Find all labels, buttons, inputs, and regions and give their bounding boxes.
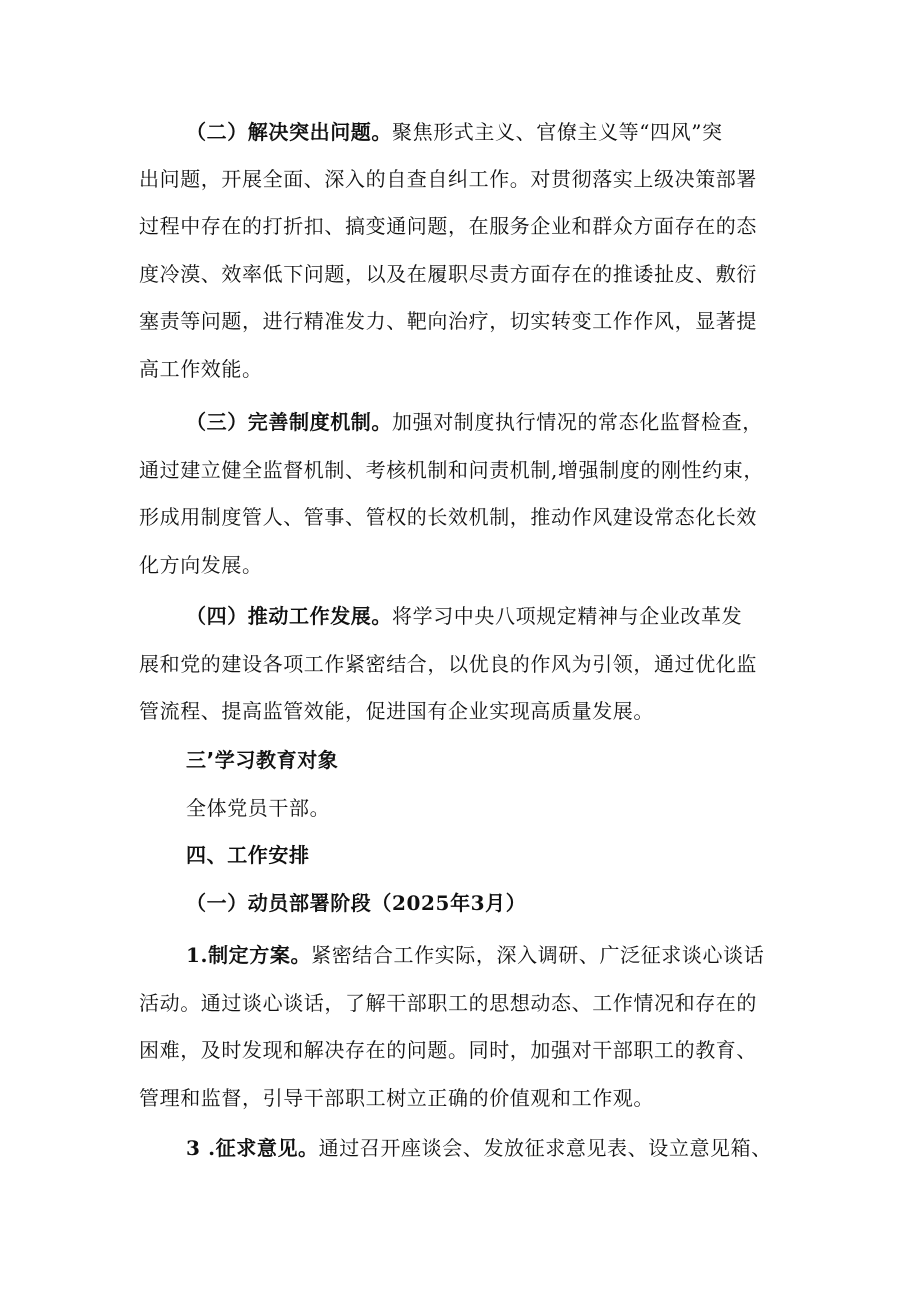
paragraph-three-line-4: 化方向发展。	[139, 553, 263, 577]
section-four-title: 四、工作安排	[186, 843, 310, 867]
item-three-line-1	[186, 1133, 772, 1163]
paragraph-three-line-2: 通过建立健全监督机制、考核机制和问责机制,增强制度的刚性约束，	[139, 458, 764, 482]
paragraph-three-line-3: 形成用制度管人、管事、管权的长效机制，推动作风建设常态化长效	[139, 505, 757, 529]
paragraph-two-line-6: 高工作效能。	[139, 357, 263, 381]
paragraph-four-text: 将学习中央八项规定精神与企业改革发	[392, 604, 743, 628]
paragraph-two-line-3: 过程中存在的打折扣、搞变通问题，在服务企业和群众方面存在的态	[139, 214, 757, 238]
item-one-line-4: 管理和监督，引导干部职工树立正确的价值观和工作观。	[139, 1086, 654, 1110]
paragraph-two-text: 聚焦形式主义、官僚主义等“四风”突	[392, 120, 723, 144]
paragraph-three-text: 加强对制度执行情况的常态化监督检查，	[392, 410, 763, 434]
paragraph-two-line-4: 度冷漠、效率低下问题，以及在履职尽责方面存在的推诿扯皮、敷衍	[139, 262, 757, 286]
section-three-body: 全体党员干部。	[186, 796, 331, 820]
item-one-text: 紧密结合工作实际，深入调研、广泛征求谈心谈话	[311, 943, 765, 967]
item-one-line-3: 困难，及时发现和解决存在的问题。同时，加强对干部职工的教育、	[139, 1038, 757, 1062]
paragraph-three-heading: （三）完善制度机制。	[186, 410, 392, 434]
paragraph-three-line-1	[186, 407, 763, 437]
paragraph-two-heading: （二）解决突出问题。	[186, 120, 392, 144]
paragraph-two-line-2: 出问题，开展全面、深入的自查自纠工作。对贯彻落实上级决策部署	[139, 167, 757, 191]
item-three-text: 通过召开座谈会、发放征求意见表、设立意见箱、	[318, 1136, 772, 1160]
paragraph-two-line-1	[186, 117, 723, 147]
item-one-heading: 1.制定方案。	[186, 943, 312, 967]
paragraph-four-line-1	[186, 601, 742, 631]
item-one-line-1	[186, 940, 764, 970]
stage-one-title: （一）动员部署阶段（2025年3月）	[186, 891, 527, 915]
paragraph-four-line-3: 管流程、提高监管效能，促进国有企业实现高质量发展。	[139, 699, 654, 723]
item-three-heading: 3 .征求意见。	[186, 1136, 319, 1160]
paragraph-four-line-2: 展和党的建设各项工作紧密结合，以优良的作风为引领，通过优化监	[139, 652, 757, 676]
paragraph-two-line-5: 塞责等问题，进行精准发力、靶向治疗，切实转变工作作风，显著提	[139, 309, 757, 333]
paragraph-four-heading: （四）推动工作发展。	[186, 604, 392, 628]
section-three-title: 三’学习教育对象	[186, 748, 339, 772]
item-one-line-2: 活动。通过谈心谈话，了解干部职工的思想动态、工作情况和存在的	[139, 991, 757, 1015]
